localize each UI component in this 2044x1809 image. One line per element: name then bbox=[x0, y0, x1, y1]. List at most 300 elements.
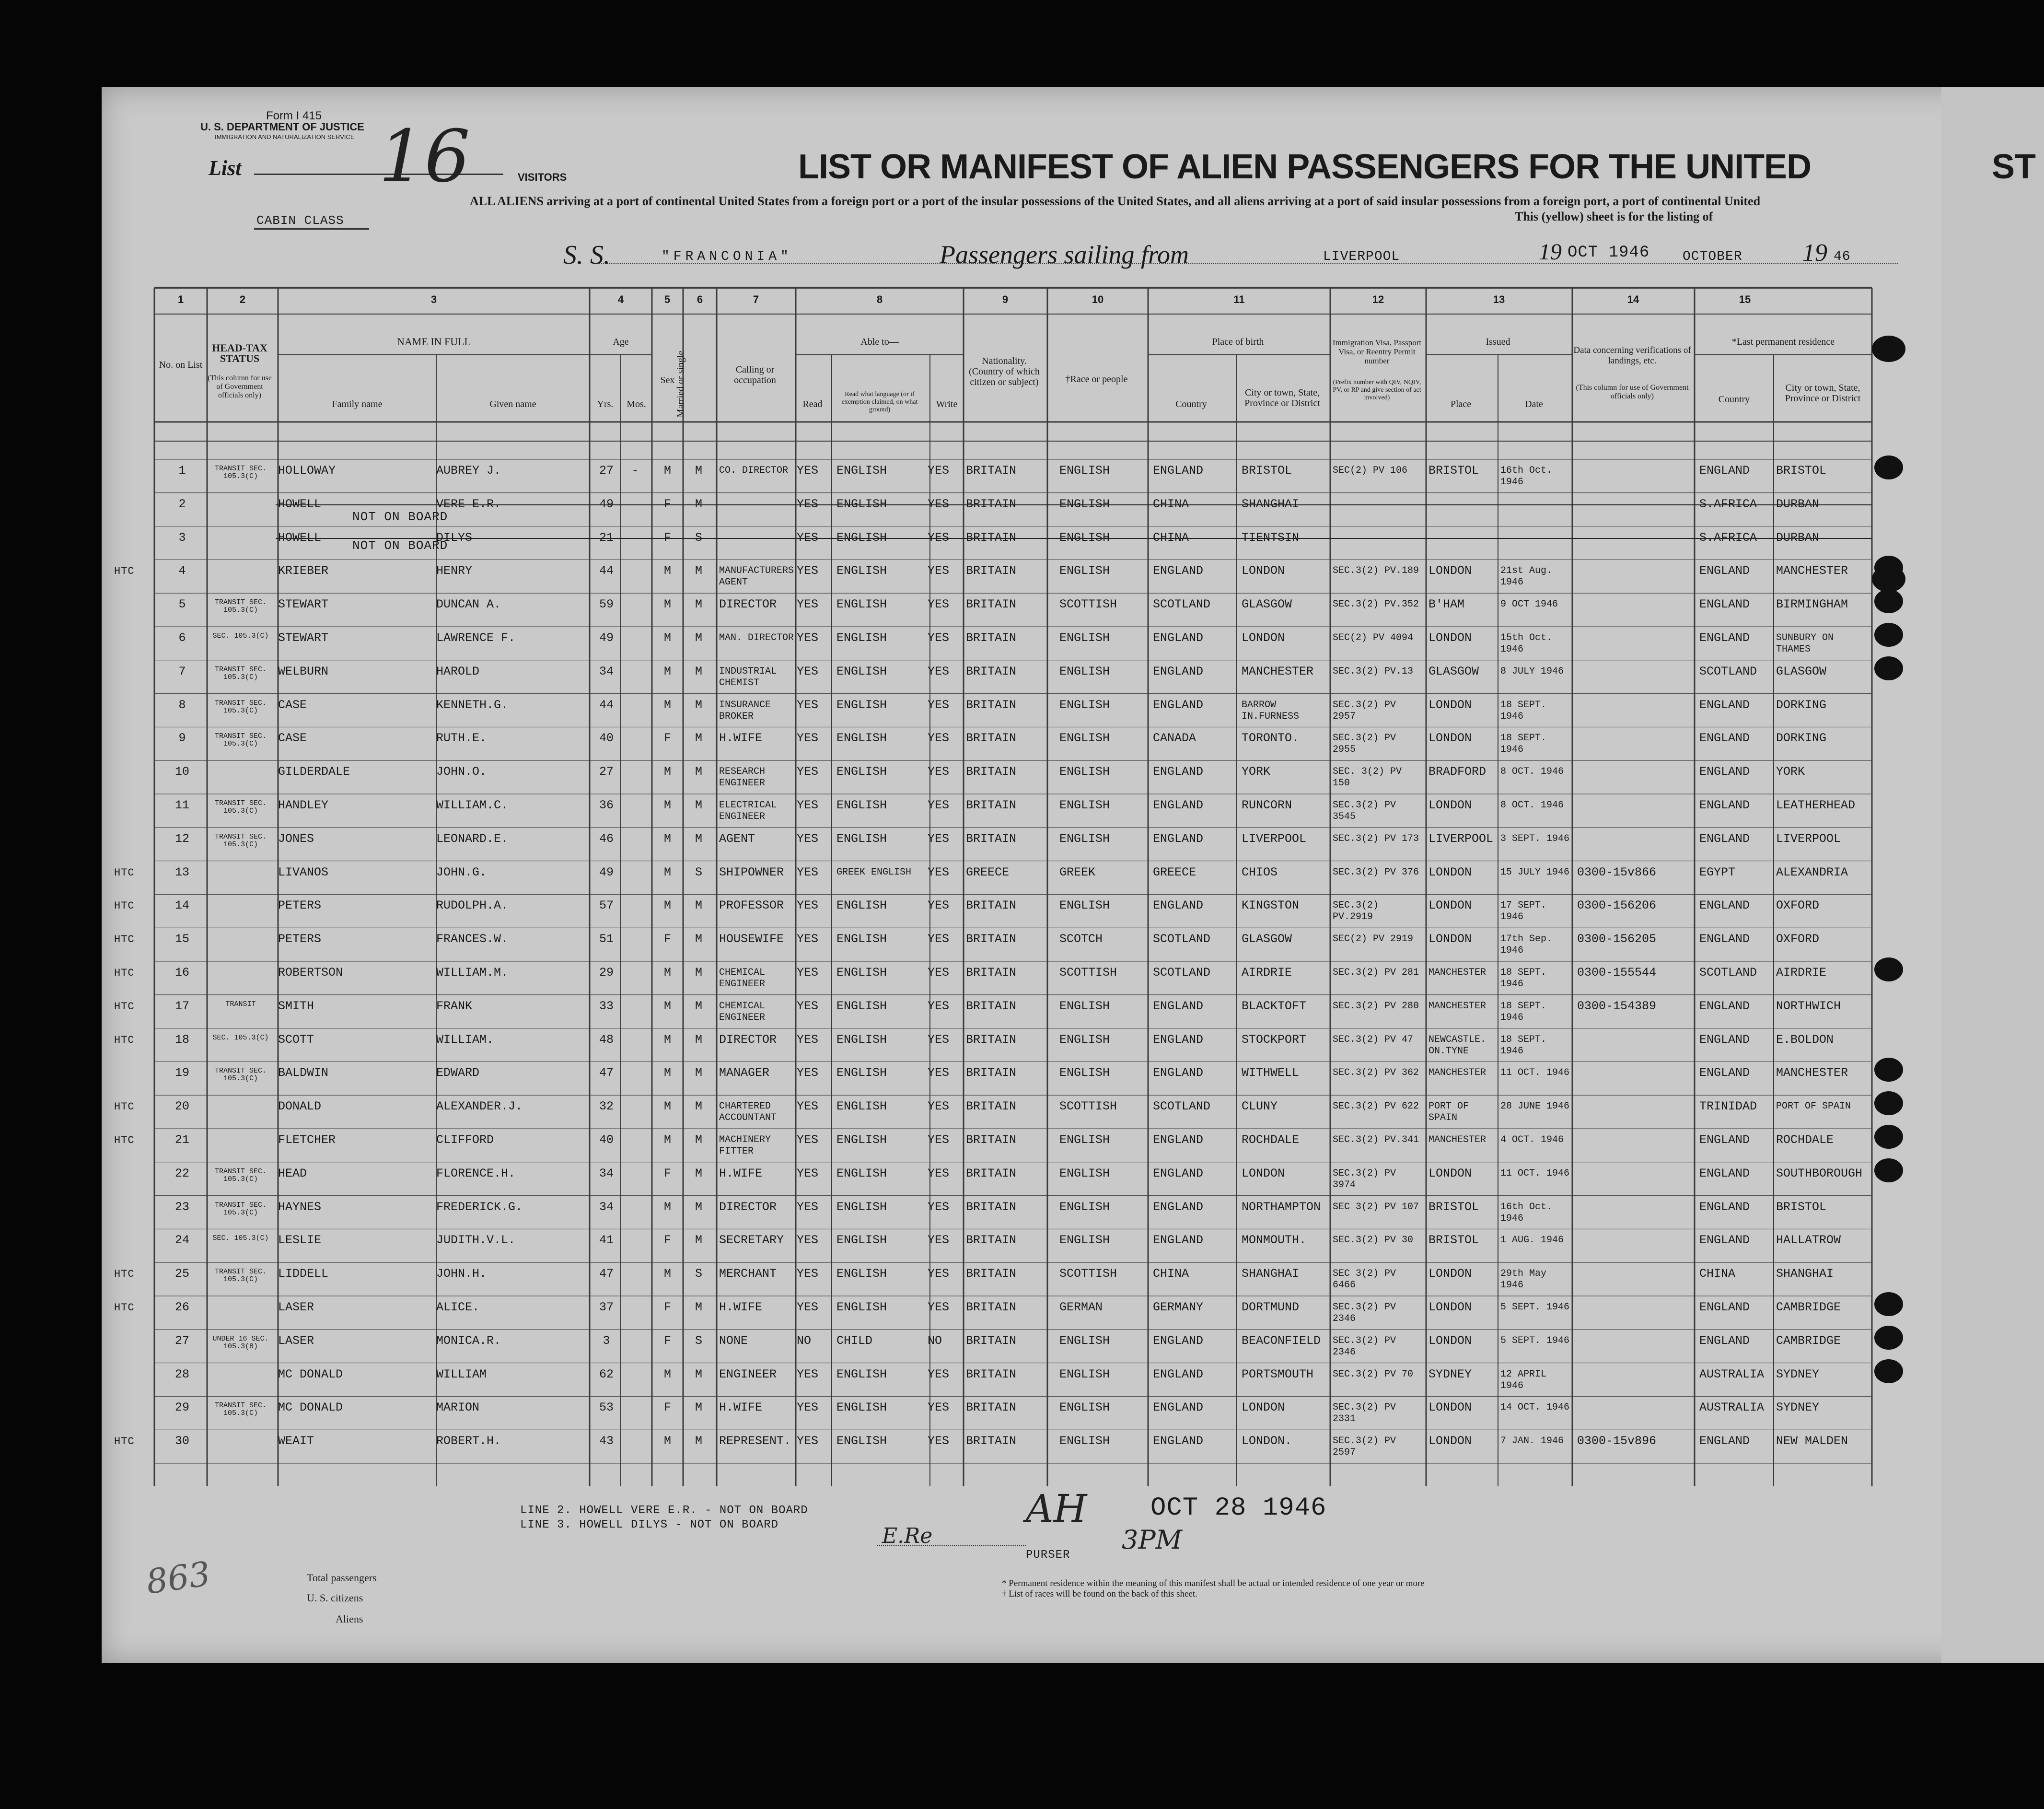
race: ENGLISH bbox=[1059, 1133, 1110, 1147]
read-language: ENGLISH bbox=[836, 731, 887, 746]
residence-country: TRINIDAD bbox=[1699, 1099, 1757, 1114]
footnote-2: † List of races will be found on the back of this sheet. bbox=[1002, 1589, 1197, 1599]
can-write: NO bbox=[928, 1333, 942, 1348]
head-tax-status: SEC. 105.3(C) bbox=[212, 632, 269, 640]
date-month: OCTOBER bbox=[1683, 249, 1742, 264]
birth-country: ENGLAND bbox=[1153, 1233, 1204, 1248]
nationality: BRITAIN bbox=[966, 999, 1017, 1013]
residence-city: ROCHDALE bbox=[1776, 1133, 1834, 1147]
issued-place: LONDON bbox=[1428, 798, 1472, 812]
row-number: 7 bbox=[178, 664, 186, 678]
can-read: YES bbox=[797, 530, 819, 545]
stamp-time: 3PM bbox=[1122, 1525, 1182, 1555]
not-on-board-2: NOT ON BOARD bbox=[352, 510, 448, 524]
nationality: BRITAIN bbox=[966, 631, 1017, 645]
residence-country: ENGLAND bbox=[1699, 731, 1750, 746]
given-name: CLIFFORD bbox=[436, 1133, 494, 1147]
read-language: ENGLISH bbox=[836, 1233, 887, 1248]
hdr-head-tax-note: (This column for use of Government officials only) bbox=[208, 374, 272, 399]
htc-mark: HTC bbox=[114, 934, 135, 946]
read-language: ENGLISH bbox=[836, 1434, 887, 1448]
issued-date: 8 JULY 1946 bbox=[1500, 665, 1564, 677]
issued-date: 12 APRIL 1946 bbox=[1500, 1368, 1547, 1391]
birth-country: ENGLAND bbox=[1153, 1333, 1204, 1348]
ink-blot bbox=[1874, 1125, 1903, 1149]
age-years: 34 bbox=[599, 664, 614, 678]
given-name: JOHN.O. bbox=[436, 765, 487, 779]
sex: M bbox=[663, 464, 671, 478]
can-read: YES bbox=[797, 1300, 819, 1314]
nationality: BRITAIN bbox=[966, 497, 1017, 511]
row-number: 16 bbox=[174, 966, 189, 980]
row-number: 22 bbox=[174, 1166, 189, 1180]
sex: M bbox=[663, 1267, 671, 1281]
visa-number: SEC.3(2) PV.352 bbox=[1333, 599, 1419, 610]
head-tax-status: TRANSIT SEC. 105.3(C) bbox=[214, 1401, 267, 1418]
head-tax-status: TRANSIT SEC. 105.3(C) bbox=[214, 665, 267, 681]
can-write: YES bbox=[928, 1434, 950, 1448]
nationality: BRITAIN bbox=[966, 1401, 1017, 1415]
issued-date: 9 OCT 1946 bbox=[1500, 599, 1558, 610]
can-write: YES bbox=[928, 899, 950, 913]
birth-country: ENGLAND bbox=[1153, 798, 1204, 812]
can-read: YES bbox=[797, 1166, 819, 1180]
birth-country: SCOTLAND bbox=[1153, 1099, 1211, 1114]
marital-status: M bbox=[695, 966, 702, 980]
hdr-write: Write bbox=[936, 399, 958, 409]
marital-status: M bbox=[695, 1401, 702, 1415]
read-language: ENGLISH bbox=[836, 1066, 887, 1080]
hdr-birth-country: Country bbox=[1175, 399, 1207, 409]
race: GERMAN bbox=[1059, 1300, 1103, 1314]
residence-country: ENGLAND bbox=[1699, 1200, 1750, 1214]
list-label: List bbox=[209, 156, 242, 180]
residence-city: SHANGHAI bbox=[1776, 1267, 1834, 1281]
hdr-sex: Sex bbox=[660, 375, 675, 385]
hdr-issued-date: Date bbox=[1525, 399, 1543, 409]
birth-country: ENGLAND bbox=[1153, 1367, 1204, 1381]
read-language: ENGLISH bbox=[836, 1300, 887, 1314]
race: ENGLISH bbox=[1059, 1367, 1110, 1381]
htc-mark: HTC bbox=[114, 1436, 135, 1448]
given-name: JUDITH.V.L. bbox=[436, 1233, 516, 1248]
can-read: YES bbox=[797, 798, 819, 812]
given-name: VERE E.R. bbox=[436, 497, 501, 511]
row-number: 21 bbox=[174, 1133, 189, 1147]
issued-place: LONDON bbox=[1428, 731, 1472, 746]
visa-number: SEC.3(2) PV 70 bbox=[1333, 1368, 1414, 1380]
issued-date: 4 OCT. 1946 bbox=[1500, 1134, 1564, 1145]
occupation: DIRECTOR bbox=[719, 1032, 777, 1047]
marital-status: M bbox=[695, 731, 702, 746]
residence-city: AIRDRIE bbox=[1776, 966, 1827, 980]
race: ENGLISH bbox=[1059, 464, 1110, 478]
landing-data: 0300-154389 bbox=[1577, 999, 1657, 1013]
residence-city: OXFORD bbox=[1776, 899, 1820, 913]
residence-country: EGYPT bbox=[1699, 865, 1736, 879]
head-tax-status: TRANSIT SEC. 105.3(C) bbox=[214, 732, 267, 748]
htc-mark: HTC bbox=[114, 900, 135, 912]
column-number: 6 bbox=[697, 293, 703, 305]
family-name: PETERS bbox=[278, 899, 322, 913]
residence-city: HALLATROW bbox=[1776, 1233, 1841, 1248]
can-read: YES bbox=[797, 1032, 819, 1047]
sex: F bbox=[663, 1333, 671, 1348]
hdr-res-country: Country bbox=[1718, 394, 1750, 405]
occupation: DIRECTOR bbox=[719, 597, 777, 612]
visa-number: SEC.3(2) PV 362 bbox=[1333, 1067, 1419, 1079]
given-name: ROBERT.H. bbox=[436, 1434, 501, 1448]
can-read: YES bbox=[797, 1200, 819, 1214]
issued-place: PORT OF SPAIN bbox=[1428, 1101, 1469, 1124]
column-number: 12 bbox=[1372, 293, 1384, 305]
title-continuation: ST bbox=[1992, 148, 2036, 186]
sex: M bbox=[663, 698, 671, 712]
given-name: DILYS bbox=[436, 530, 473, 545]
given-name: ALEXANDER.J. bbox=[436, 1099, 523, 1114]
head-tax-status: TRANSIT SEC. 105.3(C) bbox=[214, 1268, 267, 1284]
residence-city: SYDNEY bbox=[1776, 1401, 1820, 1415]
read-language: ENGLISH bbox=[836, 597, 887, 612]
ink-blot bbox=[1874, 1326, 1903, 1350]
family-name: MC DONALD bbox=[278, 1367, 343, 1381]
issued-place: LONDON bbox=[1428, 1333, 1472, 1348]
ship-name: "FRANCONIA" bbox=[662, 249, 792, 264]
htc-mark: HTC bbox=[114, 967, 135, 979]
row-number: 3 bbox=[178, 530, 186, 545]
read-language: ENGLISH bbox=[836, 664, 887, 678]
can-write: YES bbox=[928, 765, 950, 779]
visa-number: SEC.3(2) PV 2957 bbox=[1333, 699, 1396, 722]
read-language: GREEK ENGLISH bbox=[836, 866, 912, 878]
sex: M bbox=[663, 966, 671, 980]
residence-city: DORKING bbox=[1776, 698, 1827, 712]
family-name: LIDDELL bbox=[278, 1267, 329, 1281]
row-number: 28 bbox=[174, 1367, 189, 1381]
issued-place: LONDON bbox=[1428, 698, 1472, 712]
birth-city: MONMOUTH. bbox=[1242, 1233, 1307, 1248]
marital-status: M bbox=[695, 698, 702, 712]
issued-date: 18 SEPT. 1946 bbox=[1500, 1034, 1547, 1057]
issued-date: 14 OCT. 1946 bbox=[1500, 1402, 1570, 1413]
marital-status: M bbox=[695, 1367, 702, 1381]
birth-city: TIENTSIN bbox=[1242, 530, 1300, 545]
birth-country: ENGLAND bbox=[1153, 1166, 1204, 1180]
column-number: 2 bbox=[239, 293, 246, 305]
race: ENGLISH bbox=[1059, 497, 1110, 511]
marital-status: M bbox=[695, 1233, 702, 1248]
occupation: INSURANCE BROKER bbox=[719, 699, 771, 722]
ink-blot bbox=[1874, 455, 1903, 479]
visa-number: SEC.3(2) PV 2597 bbox=[1333, 1436, 1396, 1459]
birth-country: ENGLAND bbox=[1153, 664, 1204, 678]
given-name: WILLIAM. bbox=[436, 1032, 494, 1047]
race: ENGLISH bbox=[1059, 1434, 1110, 1448]
nationality: GREECE bbox=[966, 865, 1010, 879]
given-name: KENNETH.G. bbox=[436, 698, 509, 712]
hdr-read-language: Read what language (or if exemption claimed, on what ground) bbox=[841, 391, 918, 413]
row-number: 10 bbox=[174, 765, 189, 779]
visitors-label: VISITORS bbox=[518, 171, 567, 183]
birth-country: ENGLAND bbox=[1153, 631, 1204, 645]
age-years: 53 bbox=[599, 1401, 614, 1415]
can-read: YES bbox=[797, 1267, 819, 1281]
sex: M bbox=[663, 1434, 671, 1448]
column-number: 4 bbox=[617, 293, 624, 305]
residence-city: SOUTHBOROUGH bbox=[1776, 1166, 1863, 1180]
hdr-visa: Immigration Visa, Passport Visa, or Reentry Permit number bbox=[1332, 338, 1422, 365]
can-write: YES bbox=[928, 966, 950, 980]
can-read: YES bbox=[797, 1099, 819, 1114]
visa-number: SEC.3(2) PV 280 bbox=[1333, 1000, 1419, 1012]
column-number: 8 bbox=[876, 293, 883, 305]
cabin-class: CABIN CLASS bbox=[256, 213, 344, 228]
nationality: BRITAIN bbox=[966, 1032, 1017, 1047]
birth-city: LONDON bbox=[1242, 1166, 1285, 1180]
residence-city: ALEXANDRIA bbox=[1776, 865, 1848, 879]
can-write: YES bbox=[928, 698, 950, 712]
head-tax-status: SEC. 105.3(C) bbox=[212, 1033, 269, 1042]
nationality: BRITAIN bbox=[966, 1166, 1017, 1180]
occupation: NONE bbox=[719, 1333, 748, 1348]
inspector-initials: AH bbox=[1026, 1486, 1087, 1531]
marital-status: M bbox=[695, 497, 702, 511]
nationality: BRITAIN bbox=[966, 664, 1017, 678]
birth-city: CHIOS bbox=[1242, 865, 1278, 879]
residence-country: ENGLAND bbox=[1699, 564, 1750, 578]
port: LIVERPOOL bbox=[1323, 249, 1400, 264]
issued-place: BRISTOL bbox=[1428, 1233, 1479, 1248]
family-name: LESLIE bbox=[278, 1233, 322, 1248]
age-years: 40 bbox=[599, 1133, 614, 1147]
birth-country: GREECE bbox=[1153, 865, 1196, 879]
occupation: ELECTRICAL ENGINEER bbox=[719, 800, 777, 822]
birth-city: LIVERPOOL bbox=[1242, 831, 1307, 846]
birth-country: SCOTLAND bbox=[1153, 597, 1211, 612]
can-write: YES bbox=[928, 1032, 950, 1047]
landing-data: 0300-156205 bbox=[1577, 932, 1657, 946]
age-years: 33 bbox=[599, 999, 614, 1013]
age-years: 27 bbox=[599, 464, 614, 478]
occupation: AGENT bbox=[719, 831, 755, 846]
date-year-prefix: 19 bbox=[1802, 239, 1827, 267]
issued-date: 16th Oct. 1946 bbox=[1500, 465, 1553, 488]
family-name: HOLLOWAY bbox=[278, 464, 336, 478]
head-tax-status: TRANSIT bbox=[225, 1000, 256, 1008]
read-language: ENGLISH bbox=[836, 831, 887, 846]
birth-country: ENGLAND bbox=[1153, 1434, 1204, 1448]
family-name: MC DONALD bbox=[278, 1401, 343, 1415]
can-read: YES bbox=[797, 1133, 819, 1147]
age-years: 43 bbox=[599, 1434, 614, 1448]
issued-place: MANCHESTER bbox=[1428, 1067, 1487, 1079]
birth-city: KINGSTON bbox=[1242, 899, 1300, 913]
issued-date: 28 JUNE 1946 bbox=[1500, 1101, 1570, 1112]
birth-country: ENGLAND bbox=[1153, 1032, 1204, 1047]
birth-city: DORTMUND bbox=[1242, 1300, 1300, 1314]
can-read: YES bbox=[797, 1434, 819, 1448]
race: ENGLISH bbox=[1059, 698, 1110, 712]
can-read: YES bbox=[797, 1066, 819, 1080]
given-name: EDWARD bbox=[436, 1066, 480, 1080]
birth-country: CHINA bbox=[1153, 1267, 1189, 1281]
can-read: NO bbox=[797, 1333, 812, 1348]
can-read: YES bbox=[797, 831, 819, 846]
can-write: YES bbox=[928, 1166, 950, 1180]
sex: M bbox=[663, 999, 671, 1013]
visa-number: SEC.3(2) PV.13 bbox=[1333, 665, 1414, 677]
residence-city: YORK bbox=[1776, 765, 1805, 779]
issued-place: LONDON bbox=[1428, 564, 1472, 578]
race: ENGLISH bbox=[1059, 899, 1110, 913]
can-read: YES bbox=[797, 765, 819, 779]
row-number: 24 bbox=[174, 1233, 189, 1248]
head-tax-status: UNDER 16 SEC. 105.3(8) bbox=[212, 1334, 269, 1351]
can-write: YES bbox=[928, 1200, 950, 1214]
race: ENGLISH bbox=[1059, 1166, 1110, 1180]
visa-number: SEC.3(2) PV 622 bbox=[1333, 1101, 1419, 1112]
age-years: 62 bbox=[599, 1367, 614, 1381]
marital-status: M bbox=[695, 564, 702, 578]
given-name: RUTH.E. bbox=[436, 731, 487, 746]
nationality: BRITAIN bbox=[966, 530, 1017, 545]
hdr-calling: Calling or occupation bbox=[734, 364, 776, 385]
birth-city: SHANGHAI bbox=[1242, 1267, 1300, 1281]
hdr-given: Given name bbox=[489, 399, 536, 409]
visa-number: SEC.3(2) PV 281 bbox=[1333, 967, 1419, 978]
issued-place: MANCHESTER bbox=[1428, 967, 1487, 978]
birth-city: BARROW IN.FURNESS bbox=[1242, 699, 1300, 722]
age-years: 46 bbox=[599, 831, 614, 846]
read-language: ENGLISH bbox=[836, 464, 887, 478]
nationality: BRITAIN bbox=[966, 1434, 1017, 1448]
birth-city: ROCHDALE bbox=[1242, 1133, 1300, 1147]
given-name: DUNCAN A. bbox=[436, 597, 501, 612]
read-language: ENGLISH bbox=[836, 999, 887, 1013]
column-number: 10 bbox=[1092, 293, 1104, 305]
residence-city: LIVERPOOL bbox=[1776, 831, 1841, 846]
read-language: ENGLISH bbox=[836, 1166, 887, 1180]
date-stamp: OCT 1946 bbox=[1568, 244, 1650, 262]
issued-date: 18 SEPT. 1946 bbox=[1500, 1000, 1547, 1023]
residence-country: SCOTLAND bbox=[1699, 664, 1757, 678]
sex: F bbox=[663, 1233, 671, 1248]
visa-number: SEC 3(2) PV 107 bbox=[1333, 1201, 1419, 1213]
family-name: WEAIT bbox=[278, 1434, 314, 1448]
ink-blot bbox=[1874, 1292, 1903, 1316]
residence-country: ENGLAND bbox=[1699, 1333, 1750, 1348]
marital-status: M bbox=[695, 1099, 702, 1114]
hdr-nationality: Nationality. (Country of which citizen or subject) bbox=[969, 356, 1040, 387]
given-name: ALICE. bbox=[436, 1300, 480, 1314]
race: ENGLISH bbox=[1059, 664, 1110, 678]
marital-status: M bbox=[695, 1200, 702, 1214]
can-read: YES bbox=[797, 631, 819, 645]
issued-date: 15 JULY 1946 bbox=[1500, 866, 1570, 878]
issued-place: LONDON bbox=[1428, 899, 1472, 913]
birth-country: ENGLAND bbox=[1153, 564, 1204, 578]
age-years: 48 bbox=[599, 1032, 614, 1047]
occupation: CO. DIRECTOR bbox=[719, 465, 789, 476]
issued-place: LONDON bbox=[1428, 1300, 1472, 1314]
age-years: 49 bbox=[599, 497, 614, 511]
ink-blot bbox=[1874, 957, 1903, 981]
issued-place: LONDON bbox=[1428, 631, 1472, 645]
residence-city: E.BOLDON bbox=[1776, 1032, 1834, 1047]
manifest-title: LIST OR MANIFEST OF ALIEN PASSENGERS FOR THE UNITED bbox=[798, 148, 1812, 186]
read-language: ENGLISH bbox=[836, 1267, 887, 1281]
can-write: YES bbox=[928, 564, 950, 578]
family-name: CASE bbox=[278, 731, 307, 746]
can-read: YES bbox=[797, 899, 819, 913]
marital-status: S bbox=[695, 1333, 702, 1348]
row-number: 25 bbox=[174, 1267, 189, 1281]
htc-mark: HTC bbox=[114, 1034, 135, 1046]
hdr-able-to: Able to— bbox=[860, 337, 899, 347]
nationality: BRITAIN bbox=[966, 597, 1017, 612]
hdr-family: Family name bbox=[332, 399, 383, 409]
sex: F bbox=[663, 497, 671, 511]
sex: M bbox=[663, 1032, 671, 1047]
family-name: WELBURN bbox=[278, 664, 329, 678]
age-years: 3 bbox=[603, 1333, 610, 1348]
race: ENGLISH bbox=[1059, 1401, 1110, 1415]
given-name: LAWRENCE F. bbox=[436, 631, 516, 645]
head-tax-status: TRANSIT SEC. 105.3(C) bbox=[214, 1167, 267, 1183]
family-name: ROBERTSON bbox=[278, 966, 343, 980]
marital-status: M bbox=[695, 831, 702, 846]
sex: M bbox=[663, 899, 671, 913]
can-read: YES bbox=[797, 597, 819, 612]
given-name: HENRY bbox=[436, 564, 473, 578]
issued-date: 5 SEPT. 1946 bbox=[1500, 1335, 1570, 1346]
sailing-label: Passengers sailing from bbox=[940, 240, 1189, 269]
nationality: BRITAIN bbox=[966, 1200, 1017, 1214]
total-passengers-label: Total passengers bbox=[307, 1572, 377, 1584]
read-language: ENGLISH bbox=[836, 798, 887, 812]
can-write: YES bbox=[928, 999, 950, 1013]
race: SCOTTISH bbox=[1059, 966, 1117, 980]
sex: M bbox=[663, 1099, 671, 1114]
family-name: BALDWIN bbox=[278, 1066, 329, 1080]
occupation: CHEMICAL ENGINEER bbox=[719, 967, 766, 990]
family-name: SCOTT bbox=[278, 1032, 314, 1047]
row-number: 20 bbox=[174, 1099, 189, 1114]
residence-city: DURBAN bbox=[1776, 530, 1820, 545]
sex: F bbox=[663, 731, 671, 746]
occupation: MANAGER bbox=[719, 1066, 770, 1080]
strikethrough-line bbox=[276, 504, 1872, 505]
nationality: BRITAIN bbox=[966, 1133, 1017, 1147]
issued-place: LONDON bbox=[1428, 932, 1472, 946]
family-name: HANDLEY bbox=[278, 798, 329, 812]
form-number: Form I 415 bbox=[266, 109, 322, 122]
nationality: BRITAIN bbox=[966, 1333, 1017, 1348]
row-number: 1 bbox=[178, 464, 186, 478]
can-read: YES bbox=[797, 1401, 819, 1415]
residence-country: ENGLAND bbox=[1699, 631, 1750, 645]
family-name: PETERS bbox=[278, 932, 322, 946]
purser-signature: E.Re bbox=[882, 1524, 933, 1548]
ss-label: S. S. bbox=[563, 240, 610, 270]
nationality: BRITAIN bbox=[966, 731, 1017, 746]
landing-data: 0300-156206 bbox=[1577, 899, 1657, 913]
sex: M bbox=[663, 1200, 671, 1214]
given-name: MARION bbox=[436, 1401, 480, 1415]
issued-place: BRISTOL bbox=[1428, 464, 1479, 478]
given-name: FREDERICK.G. bbox=[436, 1200, 523, 1214]
residence-country: SCOTLAND bbox=[1699, 966, 1757, 980]
